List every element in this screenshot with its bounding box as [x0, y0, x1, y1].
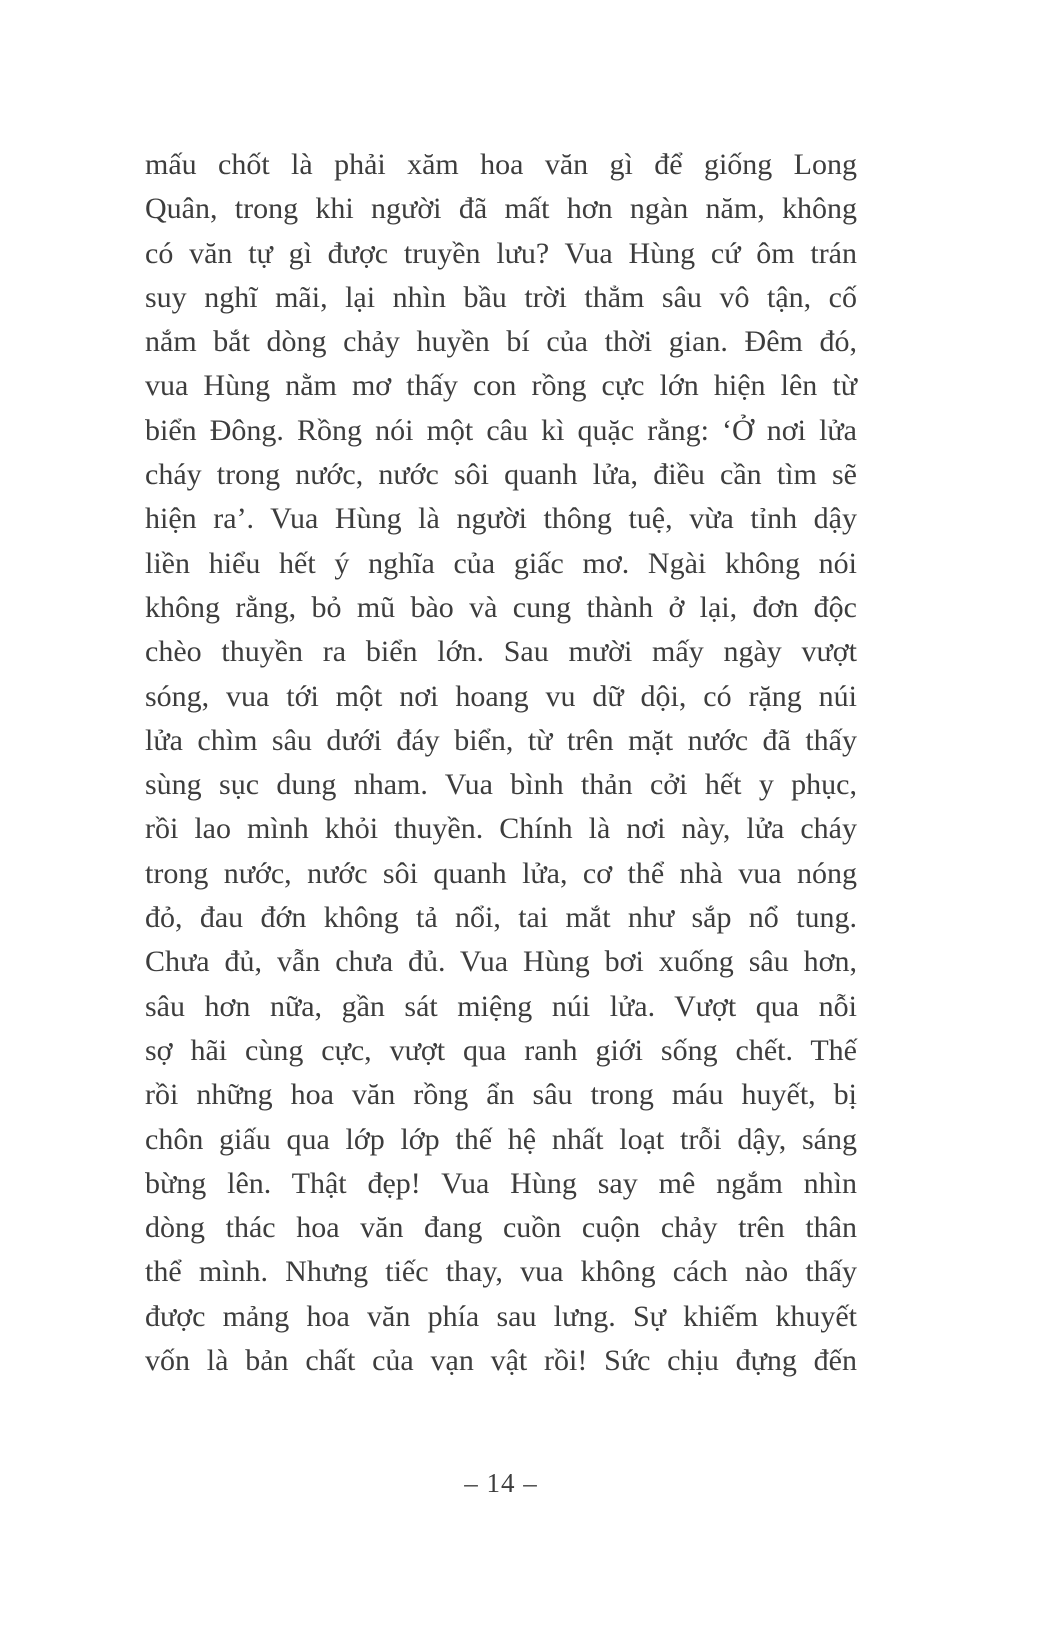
- text-line: chèo thuyền ra biển lớn. Sau mười mấy ngày vượt: [145, 635, 857, 669]
- text-line: vốn là bản chất của vạn vật rồi! Sức chịu đựng đến: [145, 1344, 857, 1378]
- text-line: bừng lên. Thật đẹp! Vua Hùng say mê ngắm nhìn: [145, 1166, 857, 1200]
- text-line: liền hiểu hết ý nghĩa của giấc mơ. Ngài không nói: [145, 546, 857, 580]
- text-line: sợ hãi cùng cực, vượt qua ranh giới sống chết. Thế: [145, 1033, 857, 1067]
- paragraph-text: [145, 143, 857, 1383]
- text-line: Chưa đủ, vẫn chưa đủ. Vua Hùng bơi xuống sâu hơn,: [145, 945, 857, 979]
- text-line: cháy trong nước, nước sôi quanh lửa, điều cần tìm sẽ: [145, 458, 857, 492]
- text-line: suy nghĩ mãi, lại nhìn bầu trời thẳm sâu vô tận, cố: [145, 280, 857, 314]
- text-line: Quân, trong khi người đã mất hơn ngàn năm, không: [145, 192, 857, 226]
- text-line: rồi lao mình khỏi thuyền. Chính là nơi này, lửa cháy: [145, 812, 857, 846]
- text-line: sóng, vua tới một nơi hoang vu dữ dội, có rặng núi: [145, 679, 857, 713]
- text-line: biển Đông. Rồng nói một câu kì quặc rằng: ‘Ở nơi lửa: [145, 413, 857, 447]
- text-line: có văn tự gì được truyền lưu? Vua Hùng cứ ôm trán: [145, 236, 857, 270]
- text-line: đỏ, đau đớn không tả nổi, tai mắt như sắp nổ tung.: [145, 901, 857, 935]
- text-line: dòng thác hoa văn đang cuồn cuộn chảy trên thân: [145, 1211, 857, 1245]
- text-line: lửa chìm sâu dưới đáy biển, từ trên mặt nước đã thấy: [145, 723, 857, 757]
- text-line: vua Hùng nằm mơ thấy con rồng cực lớn hiện lên từ: [145, 369, 857, 403]
- text-line: được mảng hoa văn phía sau lưng. Sự khiếm khuyết: [145, 1299, 857, 1333]
- text-line: nắm bắt dòng chảy huyền bí của thời gian. Đêm đó,: [145, 325, 857, 359]
- text-line: trong nước, nước sôi quanh lửa, cơ thể nhà vua nóng: [145, 856, 857, 890]
- text-line: rồi những hoa văn rồng ẩn sâu trong máu huyết, bị: [145, 1078, 857, 1112]
- page-number: – 14 –: [464, 1468, 538, 1498]
- text-line: không rằng, bỏ mũ bào và cung thành ở lại, đơn độc: [145, 590, 857, 624]
- text-line: hiện ra’. Vua Hùng là người thông tuệ, vừa tỉnh dậy: [145, 502, 857, 536]
- text-line: sùng sục dung nham. Vua bình thản cởi hết y phục,: [145, 768, 857, 802]
- text-line: sâu hơn nữa, gần sát miệng núi lửa. Vượt qua nỗi: [145, 989, 857, 1023]
- text-line: mấu chốt là phải xăm hoa văn gì để giống Long: [145, 148, 857, 181]
- text-line: thể mình. Nhưng tiếc thay, vua không cách nào thấy: [145, 1255, 857, 1289]
- text-line: chôn giấu qua lớp lớp thế hệ nhất loạt trỗi dậy, sáng: [145, 1122, 857, 1156]
